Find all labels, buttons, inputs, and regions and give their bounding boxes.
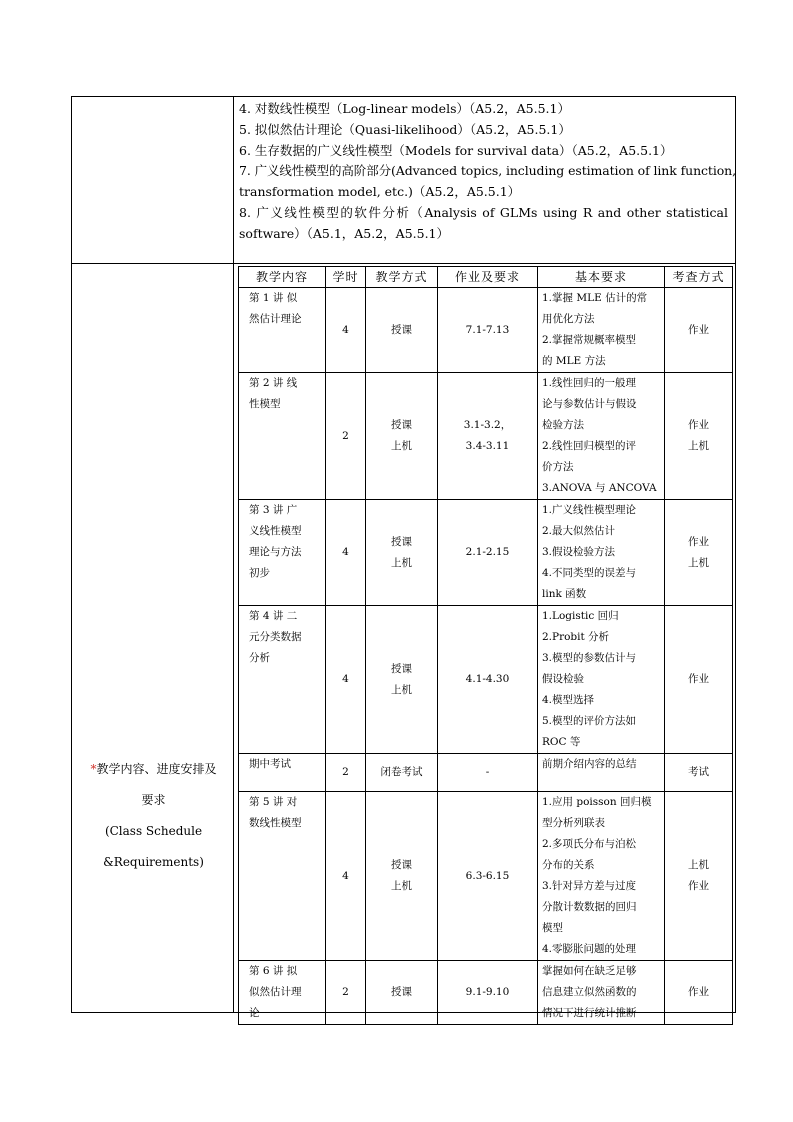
requirements-cell-text: 分散计数数据的回归: [542, 901, 637, 913]
table-row: [239, 500, 733, 606]
method-cell-text: 闭卷考试: [380, 766, 423, 778]
requirements-cell-text: 模型: [542, 922, 563, 934]
requirements-cell-text: 3.ANOVA 与 ANCOVA: [542, 482, 657, 494]
table-row: [239, 961, 733, 1025]
lesson-cell: [239, 792, 326, 961]
requirements-cell-text: 2.最大似然估计: [542, 525, 616, 537]
hours-cell: [326, 754, 366, 792]
lesson-cell-text: 数线性模型: [249, 817, 302, 829]
schedule-cell: [233, 263, 736, 1019]
hours-cell-text: 2: [342, 986, 349, 998]
lesson-cell-text: 第 2 讲 线: [249, 377, 298, 389]
lesson-cell-text: 分析: [249, 652, 270, 664]
requirements-cell-text: 价方法: [542, 461, 574, 473]
homework-cell: [438, 792, 538, 961]
homework-cell-text: -: [485, 766, 490, 778]
requirements-cell-text: 3.针对异方差与过度: [542, 880, 637, 892]
lesson-cell-text: 第 5 讲 对: [249, 796, 298, 808]
assessment-cell-text: 作业: [688, 986, 709, 998]
homework-cell-text: 9.1-9.10: [465, 986, 510, 998]
assessment-cell-text: 作业: [688, 323, 709, 336]
lesson-cell-text: 似然估计理: [249, 986, 302, 998]
table-row: [239, 754, 733, 792]
requirements-cell: [538, 606, 665, 754]
assessment-cell-text: 考试: [688, 766, 709, 778]
assessment-cell: [665, 500, 733, 606]
lesson-cell-text: 第 6 讲 拟: [249, 965, 298, 977]
requirements-cell-text: 假设检验: [542, 673, 584, 685]
assessment-cell: [665, 961, 733, 1025]
section-label-line4: &Requirements): [103, 855, 204, 869]
requirements-cell-text: 2.线性回归模型的评: [542, 440, 637, 452]
requirements-cell-text: 3.假设检验方法: [542, 546, 616, 558]
assessment-cell-text: 上机: [688, 556, 709, 569]
topic-line: transformation model, etc.)（A5.2，A5.5.1）: [239, 184, 521, 200]
requirements-cell: [538, 288, 665, 373]
table-row: [239, 288, 733, 373]
assessment-cell: [665, 373, 733, 500]
hours-cell: [326, 961, 366, 1025]
assessment-cell: [665, 288, 733, 373]
hours-cell: [326, 792, 366, 961]
assessment-cell-text: 作业: [688, 419, 709, 431]
requirements-cell-text: 1.广义线性模型理论: [542, 504, 637, 516]
topic-line: 8. 广义线性模型的软件分析（Analysis of GLMs using R and other statistical: [239, 204, 728, 220]
hours-cell: [326, 500, 366, 606]
section-label-cell: [71, 263, 234, 1013]
homework-cell-text: 6.3-6.15: [465, 869, 510, 882]
homework-cell-text: 3.4-3.11: [465, 440, 510, 452]
lesson-cell-text: 初步: [249, 567, 270, 579]
section-label: [72, 754, 235, 878]
hours-cell-text: 2: [342, 429, 349, 442]
table-row: [239, 606, 733, 754]
method-cell-text: 授课: [391, 986, 412, 998]
hours-cell-text: 2: [342, 766, 349, 778]
requirements-cell-text: 2.Probit 分析: [542, 631, 610, 643]
requirements-cell-text: 掌握如何在缺乏足够: [542, 965, 637, 977]
topic-line: 7. 广义线性模型的高阶部分(Advanced topics, including estimation of link function,: [239, 163, 737, 179]
homework-cell-text: 2.1-2.15: [465, 546, 510, 558]
homework-cell: [438, 754, 538, 792]
hours-cell: [326, 606, 366, 754]
requirements-cell: [538, 754, 665, 792]
lesson-cell: [239, 373, 326, 500]
lesson-cell: [239, 754, 326, 792]
requirements-cell-text: 4.不同类型的误差与: [542, 567, 637, 579]
requirements-cell-text: 4.模型选择: [542, 694, 595, 706]
requirements-cell-text: 论与参数估计与假设: [542, 398, 637, 410]
section-label-text: 教学内容、进度安排及: [96, 762, 217, 776]
header-method: 教学方式: [366, 267, 438, 288]
requirements-cell: [538, 500, 665, 606]
header-homework: 作业及要求: [438, 267, 538, 288]
assessment-cell-text: 上机: [688, 859, 709, 871]
hours-cell: [326, 373, 366, 500]
method-cell: [366, 288, 438, 373]
assessment-cell: [665, 792, 733, 961]
requirements-cell-text: 1.Logistic 回归: [542, 610, 619, 622]
lesson-cell: [239, 500, 326, 606]
requirements-cell-text: 信息建立似然函数的: [542, 986, 637, 998]
topic-line: software）（A5.1，A5.2，A5.5.1）: [239, 225, 450, 241]
requirements-cell-text: 2.掌握常规概率模型: [542, 334, 637, 346]
method-cell: [366, 606, 438, 754]
schedule-body: [239, 288, 733, 1025]
hours-cell: [326, 288, 366, 373]
lesson-cell-text: 义线性模型: [249, 525, 302, 537]
requirements-cell-text: 的 MLE 方法: [542, 355, 606, 367]
topic-line: 5. 拟似然估计理论（Quasi-likelihood）（A5.2，A5.5.1）: [239, 121, 571, 137]
homework-cell-text: 3.1-3.2，: [463, 419, 512, 431]
homework-cell-text: 7.1-7.13: [465, 323, 510, 336]
lesson-cell-text: 理论与方法: [249, 546, 302, 558]
table-row: [239, 373, 733, 500]
lesson-cell-text: 第 3 讲 广: [249, 504, 298, 516]
requirements-cell-text: 1.线性回归的一般理: [542, 377, 637, 389]
hours-cell-text: 4: [342, 869, 349, 882]
lesson-cell-text: 元分类数据: [249, 631, 302, 643]
method-cell: [366, 500, 438, 606]
requirements-cell: [538, 961, 665, 1025]
section-label-line3: (Class Schedule: [104, 824, 203, 838]
header-assessment: 考查方式: [665, 267, 733, 288]
schedule-header-row: [239, 267, 733, 288]
requirements-cell-text: 用优化方法: [542, 313, 595, 325]
topic-line: 6. 生存数据的广义线性模型（Models for survival data）（A5.2，A5.5.1）: [239, 142, 673, 158]
topic-line: 4. 对数线性模型（Log-linear models）（A5.2，A5.5.1）: [239, 101, 570, 116]
lesson-cell-text: 论: [249, 1007, 260, 1019]
homework-cell: [438, 288, 538, 373]
requirements-cell-text: ROC 等: [542, 736, 581, 748]
method-cell: [366, 792, 438, 961]
section-label-line2: 要求: [141, 793, 166, 807]
assessment-cell-text: 作业: [688, 535, 709, 548]
homework-cell: [438, 961, 538, 1025]
header-content: 教学内容: [239, 267, 326, 288]
method-cell-text: 上机: [391, 880, 412, 892]
lesson-cell: [239, 288, 326, 373]
requirements-cell-text: 分布的关系: [542, 859, 595, 871]
requirements-cell-text: 5.模型的评价方法如: [542, 715, 637, 727]
requirements-cell-text: 3.模型的参数估计与: [542, 652, 637, 664]
lesson-cell: [239, 606, 326, 754]
requirements-cell-text: link 函数: [542, 588, 587, 600]
lesson-cell-text: 第 4 讲 二: [249, 610, 298, 622]
assessment-cell: [665, 606, 733, 754]
assessment-cell-text: 作业: [688, 880, 709, 892]
requirements-cell-text: 1.应用 poisson 回归模: [542, 796, 652, 808]
assessment-cell: [665, 754, 733, 792]
hours-cell-text: 4: [342, 546, 349, 558]
method-cell-text: 上机: [391, 440, 412, 452]
table-row: [239, 792, 733, 961]
header-requirements: 基本要求: [538, 267, 665, 288]
lesson-cell: [239, 961, 326, 1025]
method-cell-text: 授课: [391, 859, 412, 871]
requirements-cell: [538, 792, 665, 961]
method-cell-text: 授课: [391, 323, 412, 336]
schedule-table: [238, 266, 733, 1025]
method-cell-text: 授课: [391, 535, 412, 548]
method-cell-text: 上机: [391, 556, 412, 569]
homework-cell: [438, 373, 538, 500]
method-cell: [366, 754, 438, 792]
lesson-cell-text: 性模型: [249, 398, 281, 410]
method-cell-text: 授课: [391, 662, 412, 675]
hours-cell-text: 4: [342, 673, 349, 685]
method-cell-text: 上机: [391, 683, 412, 696]
homework-cell: [438, 606, 538, 754]
requirements-cell: [538, 373, 665, 500]
homework-cell-text: 4.1-4.30: [465, 673, 510, 685]
syllabus-table: [71, 96, 737, 1019]
method-cell-text: 授课: [391, 419, 412, 431]
blank-label-cell: [71, 96, 234, 264]
assessment-cell-text: 上机: [688, 440, 709, 452]
lesson-cell-text: 期中考试: [249, 758, 291, 770]
section-label-line1: [72, 754, 235, 785]
requirements-cell-text: 检验方法: [542, 419, 584, 431]
requirements-cell-text: 1.掌握 MLE 估计的常: [542, 292, 648, 304]
hours-cell-text: 4: [342, 323, 349, 336]
homework-cell: [438, 500, 538, 606]
method-cell: [366, 373, 438, 500]
requirements-cell-text: 2.多项氏分布与泊松: [542, 838, 637, 850]
lesson-cell-text: 第 1 讲 似: [249, 292, 298, 304]
required-star: *: [90, 762, 97, 776]
requirements-cell-text: 4.零膨胀问题的处理: [542, 943, 637, 955]
requirements-cell-text: 型分析列联表: [542, 817, 605, 829]
topic-list-cell: [233, 96, 736, 264]
lesson-cell-text: 然估计理论: [249, 313, 302, 325]
method-cell: [366, 961, 438, 1025]
header-hours: 学时: [326, 267, 366, 288]
requirements-cell-text: 前期介绍内容的总结: [542, 758, 637, 770]
requirements-cell-text: 情况下进行统计推断: [542, 1007, 637, 1019]
assessment-cell-text: 作业: [688, 673, 709, 685]
